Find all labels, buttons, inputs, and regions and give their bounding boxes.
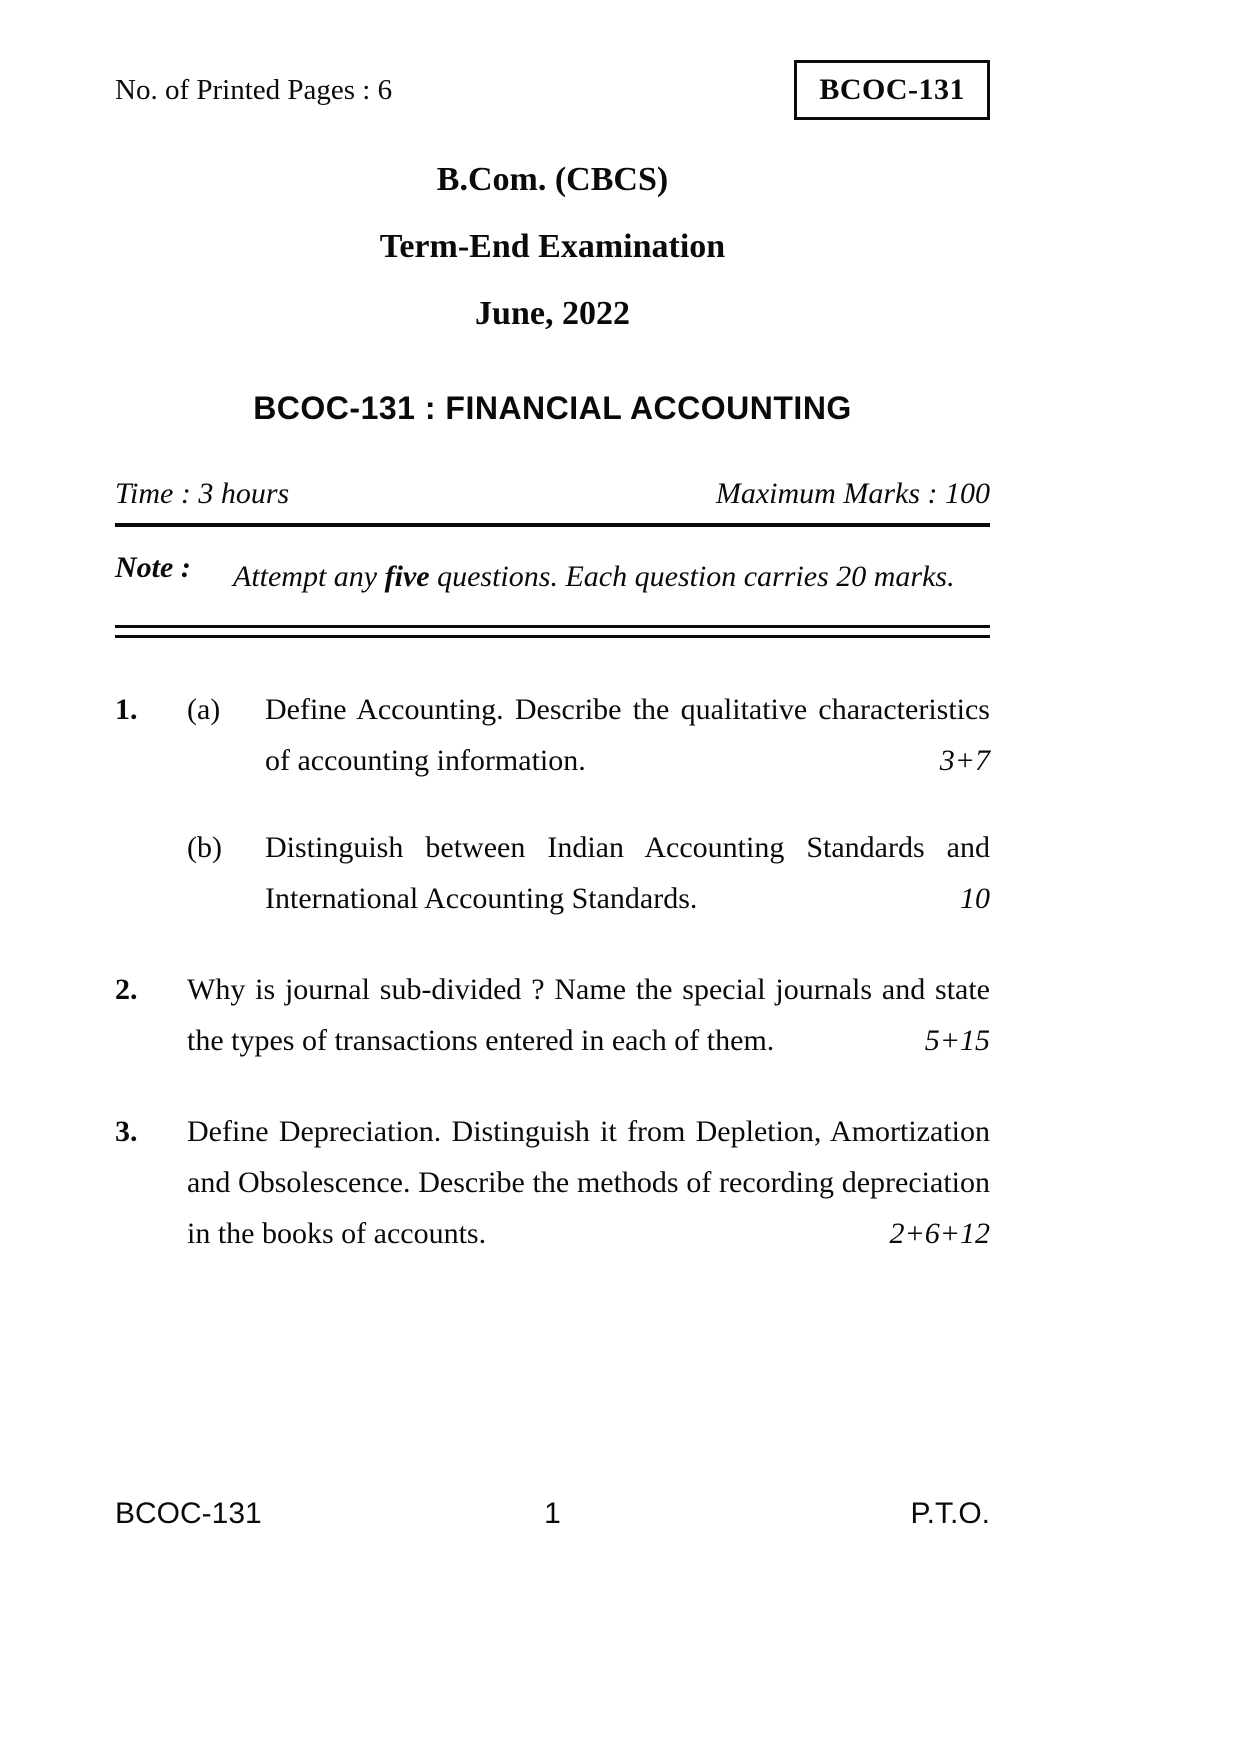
note-label: Note :: [115, 551, 191, 585]
question-2-marks: 5+15: [924, 1023, 990, 1057]
question-1-part-b-marks: 10: [960, 881, 990, 915]
question-1-part-a-body: [265, 684, 990, 786]
question-2: [115, 964, 990, 1066]
subject-title: BCOC-131 : FINANCIAL ACCOUNTING: [253, 390, 852, 427]
question-1-part-b: [187, 822, 990, 924]
page-header-row: [115, 60, 990, 120]
note-text-emphasis: five: [384, 560, 430, 594]
exam-title-block: [115, 160, 990, 334]
time-marks-row: [115, 477, 990, 511]
question-3-body: [187, 1106, 990, 1259]
note-text: [233, 551, 990, 603]
note-text-pre: Attempt any: [233, 560, 385, 594]
question-1-part-a: [187, 684, 990, 786]
question-1-number: 1.: [115, 692, 138, 726]
note-text-post: questions. Each question carries 20 marks.: [429, 560, 955, 594]
question-1-part-b-body: [265, 822, 990, 924]
printed-pages-note: No. of Printed Pages : 6: [115, 74, 393, 106]
question-2-body: [187, 964, 990, 1066]
question-1-part-a-label: (a): [187, 692, 221, 726]
paper-code-box: BCOC-131: [794, 60, 990, 120]
question-1: [115, 684, 990, 924]
exam-title-degree: B.Com. (CBCS): [436, 161, 669, 198]
page-footer: [115, 1497, 990, 1531]
question-2-text: Why is journal sub-divided ? Name the special journals and state the types of transactions entered in each of them.: [187, 972, 990, 1057]
question-3: [115, 1106, 990, 1259]
maximum-marks: Maximum Marks : 100: [715, 477, 990, 511]
questions-list: [115, 684, 990, 1259]
footer-page-number: 1: [544, 1497, 561, 1530]
question-3-number: 3.: [115, 1114, 138, 1148]
note-block: [115, 551, 990, 603]
time-allowed: Time : 3 hours: [115, 477, 290, 511]
divider-double: [115, 625, 990, 638]
question-3-marks: 2+6+12: [889, 1216, 990, 1250]
exam-title-type: Term-End Examination: [379, 227, 726, 265]
question-1-parts: [187, 684, 990, 924]
question-3-text: Define Depreciation. Distinguish it from Depletion, Amortization and Obsolescence. Describe the methods of recording depreciation in the books of accounts.: [187, 1114, 990, 1250]
question-1-part-a-marks: 3+7: [939, 743, 990, 777]
exam-title-session: June, 2022: [475, 294, 630, 332]
question-1-part-b-text: Distinguish between Indian Accounting Standards and International Accounting Standards.: [265, 830, 990, 915]
question-1-part-b-label: (b): [187, 830, 222, 864]
footer-paper-code: BCOC-131: [115, 1497, 262, 1530]
divider-single: [115, 523, 990, 527]
question-2-number: 2.: [115, 972, 138, 1006]
footer-pto: P.T.O.: [910, 1497, 990, 1530]
question-1-part-a-text: Define Accounting. Describe the qualitative characteristics of accounting information.: [265, 692, 990, 777]
